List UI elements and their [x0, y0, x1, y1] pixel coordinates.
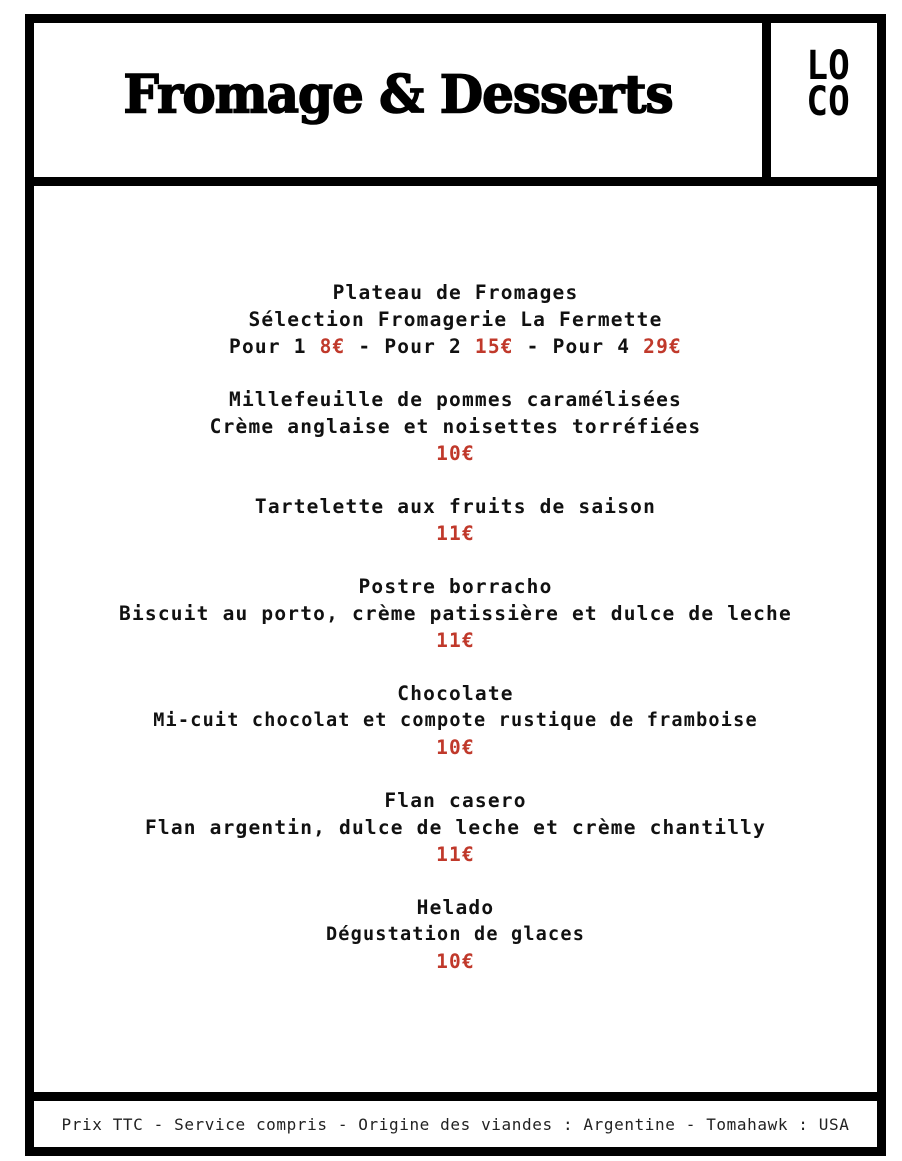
item-price: 11€: [436, 843, 475, 866]
price-option-label: Pour 1: [229, 335, 307, 358]
item-price-options: [34, 333, 877, 360]
menu-item-helado: [34, 894, 877, 975]
menu-item-tartelette: [34, 493, 877, 547]
price-separator: -: [513, 335, 553, 358]
price-option-value: 29€: [643, 335, 682, 358]
logo-line-bottom: CO: [806, 79, 851, 125]
footer: [34, 1092, 877, 1147]
item-description: Dégustation de glaces: [325, 924, 586, 945]
item-description: Mi-cuit chocolat et compote rustique de framboise: [153, 710, 758, 731]
footer-note: Prix TTC - Service compris - Origine des viandes : Argentine - Tomahawk : USA: [61, 1114, 850, 1134]
item-description: Biscuit au porto, crème patissière et dulce de leche: [119, 602, 792, 625]
logo-line-top: LO: [806, 43, 851, 89]
logo: [780, 23, 877, 177]
menu-item-flan-casero: [34, 787, 877, 868]
menu-item-plateau-fromages: [34, 279, 877, 360]
item-name: Postre borracho: [358, 575, 553, 598]
item-name: Plateau de Fromages: [332, 281, 579, 304]
menu-frame: [25, 14, 886, 1156]
item-price: 11€: [436, 522, 475, 545]
menu-list: [34, 279, 877, 1001]
price-option-label: Pour 2: [384, 335, 462, 358]
title-box: [34, 23, 771, 177]
item-price: 10€: [436, 442, 475, 465]
item-price: 10€: [436, 950, 475, 973]
item-description: Sélection Fromagerie La Fermette: [248, 308, 663, 331]
item-price: 10€: [436, 736, 475, 759]
menu-item-chocolate: [34, 680, 877, 761]
item-name: Tartelette aux fruits de saison: [254, 495, 657, 518]
item-name: Millefeuille de pommes caramélisées: [229, 388, 682, 411]
page-title: Fromage & Desserts: [123, 62, 673, 125]
item-price: 11€: [436, 629, 475, 652]
price-separator: -: [345, 335, 385, 358]
price-option-value: 8€: [319, 335, 346, 358]
menu-item-postre-borracho: [34, 573, 877, 654]
item-description: Flan argentin, dulce de leche et crème chantilly: [144, 816, 767, 839]
price-option-label: Pour 4: [552, 335, 631, 358]
price-option-value: 15€: [474, 335, 514, 358]
menu-item-millefeuille: [34, 386, 877, 467]
item-name: Helado: [416, 896, 495, 919]
item-description: Crème anglaise et noisettes torréfiées: [209, 415, 702, 438]
header: [34, 23, 877, 186]
item-name: Flan casero: [384, 789, 527, 812]
item-name: Chocolate: [397, 682, 514, 705]
